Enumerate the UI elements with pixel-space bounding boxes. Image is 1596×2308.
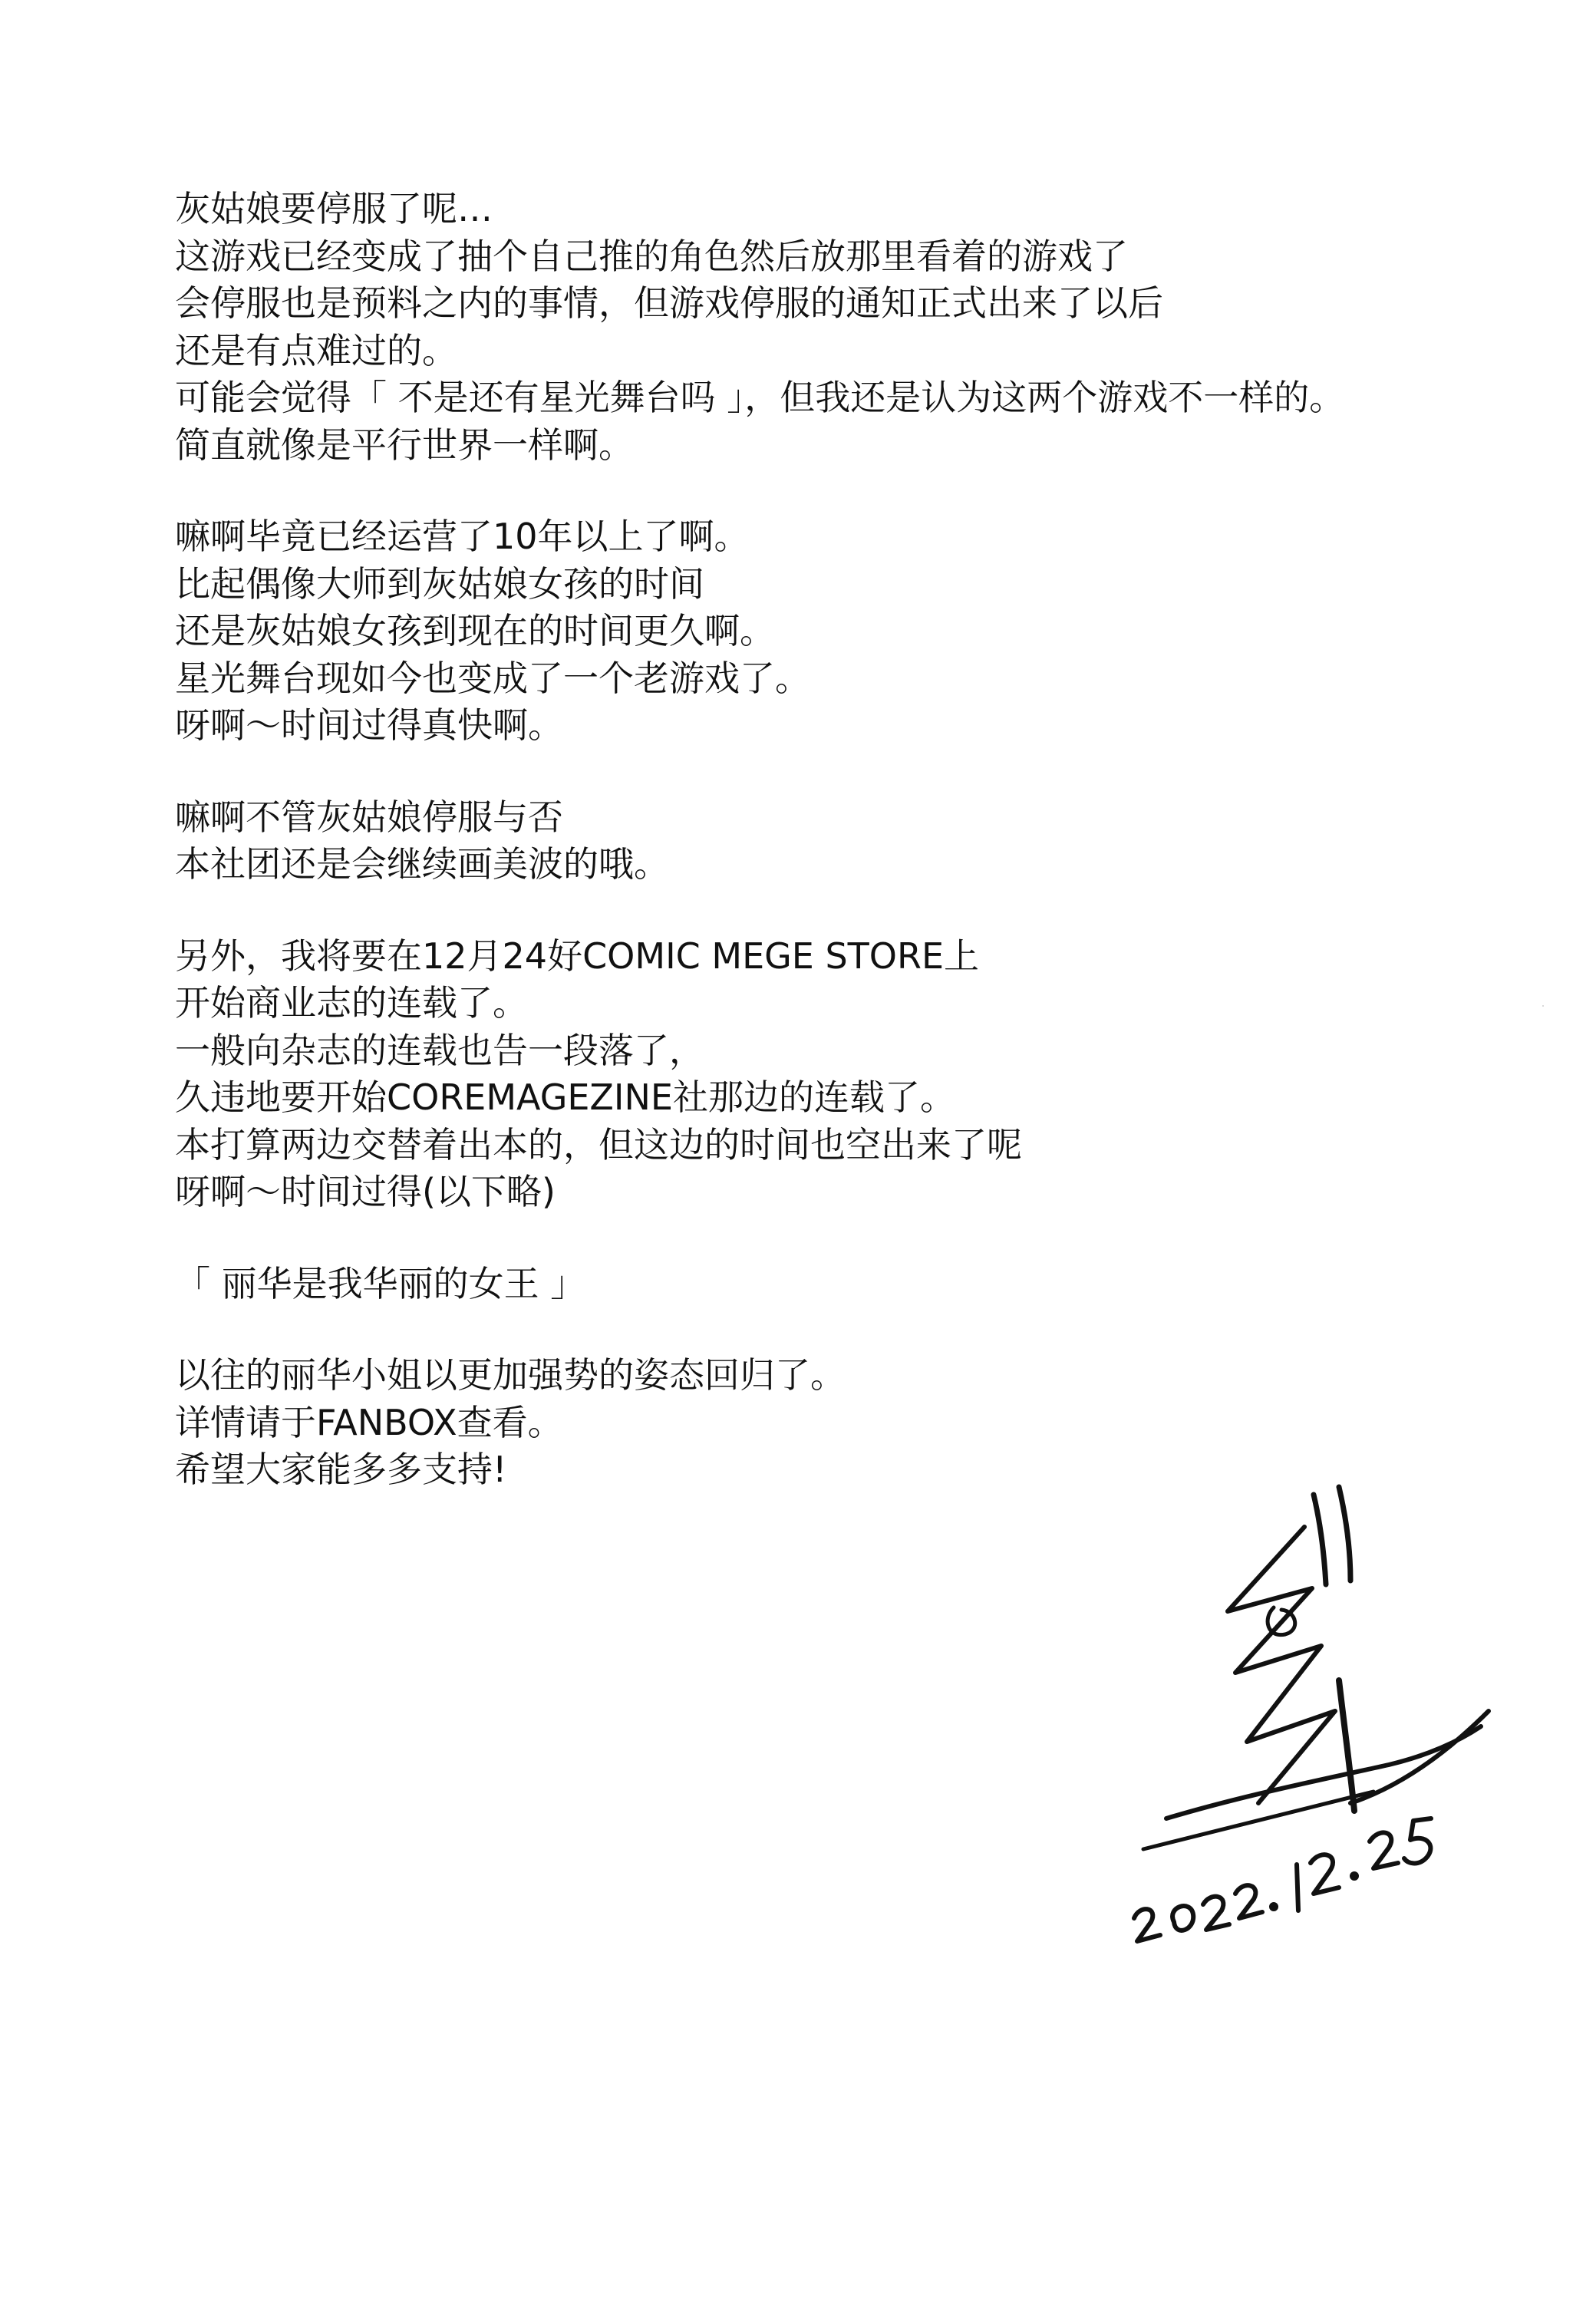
text-line: 「 丽华是我华丽的女王 」 <box>175 1262 586 1304</box>
text-line: 灰姑娘要停服了呢… <box>175 188 493 229</box>
text-line: 还是灰姑娘女孩到现在的时间更久啊。 <box>175 610 775 651</box>
paragraph-gap <box>175 889 1525 933</box>
text-line: 还是有点难过的。 <box>175 329 457 371</box>
text-line: 简直就像是平行世界一样啊。 <box>175 424 634 466</box>
signature-drawing <box>1120 1481 1519 1957</box>
text-line: 这游戏已经变成了抽个自己推的角色然后放那里看着的游戏了 <box>175 235 1128 277</box>
text-line: 会停服也是预料之内的事情，但游戏停服的通知正式出来了以后 <box>175 282 1163 324</box>
text-line: 嘛啊不管灰姑娘停服与否 <box>175 796 563 838</box>
text-line: 星光舞台现如今也变成了一个老游戏了。 <box>175 657 810 699</box>
paragraph-gap <box>175 1307 1525 1352</box>
text-line: 本打算两边交替着出本的，但这边的时间也空出来了呢 <box>175 1123 1022 1166</box>
text-line: 详情请于FANBOX查看。 <box>175 1401 563 1443</box>
text-line: 另外，我将要在12月24好COMIC MEGE STORE上 <box>175 935 980 977</box>
text-line: 本社团还是会继续画美波的哦。 <box>175 843 669 885</box>
afterword-text <box>175 186 1525 1494</box>
text-line: 呀啊～时间过得(以下略) <box>175 1171 556 1212</box>
paragraph-gap <box>175 750 1525 794</box>
text-line: 久违地要开始COREMAGEZINE社那边的连载了。 <box>175 1077 955 1118</box>
handwritten-signature <box>1120 1481 1519 1957</box>
text-line: 开始商业志的连载了。 <box>175 982 528 1024</box>
text-line: 比起偶像大师到灰姑娘女孩的时间 <box>175 562 704 605</box>
text-line: 呀啊～时间过得真快啊。 <box>175 704 563 746</box>
text-line: 一般向杂志的连载也告一段落了， <box>175 1029 704 1071</box>
paper-speck <box>1542 1005 1544 1007</box>
text-line: 希望大家能多多支持! <box>175 1449 507 1490</box>
text-line: 可能会觉得「 不是还有星光舞台吗 」，但我还是认为这两个游戏不一样的。 <box>175 377 1345 418</box>
paragraph-gap <box>175 469 1525 513</box>
text-line: 嘛啊毕竟已经运营了10年以上了啊。 <box>175 516 750 557</box>
paragraph-gap <box>175 1216 1525 1261</box>
text-line: 以往的丽华小姐以更加强势的姿态回归了。 <box>175 1354 846 1396</box>
